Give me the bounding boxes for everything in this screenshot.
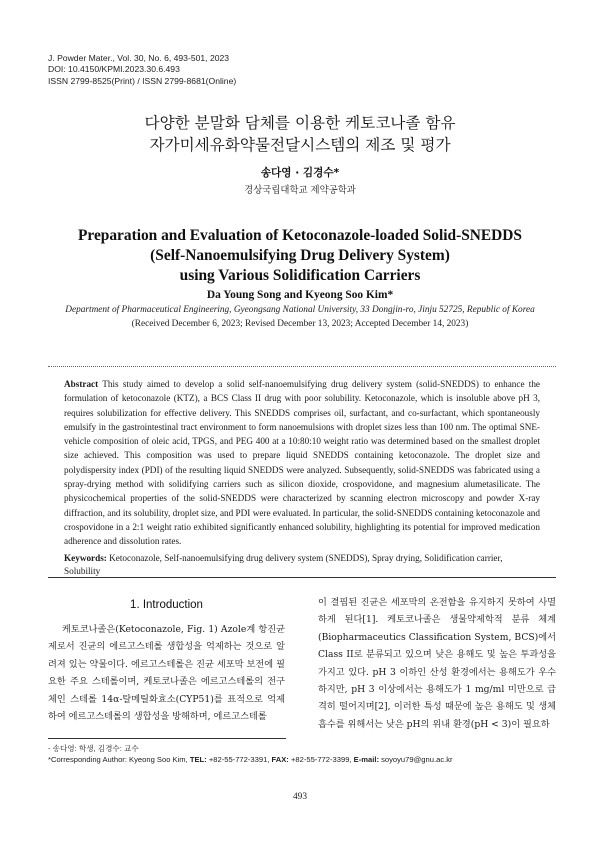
footnotes	[48, 743, 453, 765]
korean-title-line-2: 자가미세유화약물전달시스템의 제조 및 평가	[149, 136, 451, 154]
introduction-right-text: 이 결핍된 진균은 세포막의 온전함을 유지하지 못하여 사멸하게 된다[1]. 케토코나졸은 생물약제학적 분류 체계(Biopharmaceutics Classification System, BCS)에서 Class II로 분류되고 있으며 낮은 용해도 및 높은 투과성을 가지고 있다. pH 3 이하인 산성 환경에서는 용해도가 우수하지만, pH 3 이상에서는 용해도가 1 mg/ml 미만으로 급격히 떨어지며[2], 이러한 특성 때문에 높은 용해도 및 생체흡수를 위해서는 낮은 pH의 위내 환경(pH < 3)이 필요하	[318, 597, 556, 730]
korean-authors: 송다영 · 김경수*	[260, 167, 340, 179]
english-affiliation: Department of Pharmaceutical Engineering, Gyeongsang National University, 33 Dongjin-ro, Jinju 52725, Republic of Korea	[65, 305, 535, 315]
corresponding-author-footnote: *Corresponding Author: Kyeong Soo Kim, TEL: +82-55-772-3391, FAX: +82-55-772-3399, E-mail: soyoyu79@gnu.ac.kr	[48, 755, 453, 764]
korean-affiliation: 경상국립대학교 제약공학과	[244, 185, 356, 196]
page-number: 493	[292, 792, 308, 802]
journal-issn: ISSN 2799-8525(Print) / ISSN 2799-8681(Online)	[48, 75, 237, 86]
abstract	[64, 377, 540, 549]
keywords-label: Keywords:	[64, 553, 107, 563]
korean-title-line-1: 다양한 분말화 담체를 이용한 케토코나졸 함유	[144, 114, 456, 132]
abstract-text: This study aimed to develop a solid self-nanoemulsifying drug delivery system (solid-SNEDDS) to enhance the formulation of ketoconazole (KTZ), a BCS Class II drug with poor solubility. Ketoconazole, which is insoluble above pH 3, requires solubilization for effective delivery. This SNEDDS comprises oil, surfactant, and co-surfactant, which spontaneously emulsify in the gastrointestinal tract environment to form nanoemulsions with droplet sizes less than 100 nm. The optimal SNE-vehicle composition of oleic acid, TPGS, and PEG 400 at a 10:80:10 weight ratio was determined based on the smallest droplet size achieved. This composition was used to prepare liquid SNEDDS containing ketoconazole. The droplet size and polydispersity index (PDI) of the resulting liquid SNEDDS were analyzed. Subsequently, solid-SNEDDS was fabricated using a spray-drying method with solidifying carriers such as silicon dioxide, crospovidone, and magnesium alumetasilicate. The physicochemical properties of the solid-SNEDDS were characterized by scanning electron microscopy and powder X-ray diffraction, and its solubility, droplet size, and PDI were evaluated. In particular, the solid-SNEDDS containing ketoconazole and crospovidone in a 2:1 weight ratio exhibited significantly enhanced solubility, highlighting its potential for improved medication adherence and dissolution rates.	[64, 379, 540, 547]
section-heading-introduction: 1. Introduction	[130, 599, 203, 611]
abstract-bottom-divider	[48, 577, 556, 578]
introduction-left-text: 케토코나졸은(Ketoconazole, Fig. 1) Azole계 항진균제로서 진균의 에르고스테롤 생합성을 억제하는 것으로 알려져 있는 약물이다. 에르고스테롤은 진균 세포막 보전에 필요한 주요 스테롤이며, 케토코나졸은 에르고스테롤의 전구체인 스테롤 14α-탈메틸화효소(CYP51)를 표적으로 억제하여 에르고스테롤의 생합성을 방해하며, 에르고스테롤	[48, 624, 285, 723]
journal-doi: DOI: 10.4150/KPMI.2023.30.6.493	[48, 64, 180, 75]
journal-citation: J. Powder Mater., Vol. 30, No. 6, 493-501, 2023	[48, 53, 230, 63]
author-roles-footnote: - 송다영: 학생, 김경수: 교수	[48, 744, 139, 753]
right-column	[318, 594, 556, 733]
korean-title	[0, 112, 600, 156]
keywords-text: Ketoconazole, Self-nanoemulsifying drug delivery system (SNEDDS), Spray drying, Solidification carrier, Solubility	[64, 553, 503, 576]
received-dates: (Received December 6, 2023; Revised December 13, 2023; Accepted December 14, 2023)	[131, 319, 469, 329]
keywords	[64, 552, 540, 578]
english-title	[0, 226, 600, 285]
left-column	[48, 594, 285, 725]
english-title-line-2: (Self-Nanoemulsifying Drug Delivery System)	[150, 246, 450, 264]
email-address: soyoyu79@gnu.ac.kr	[378, 755, 453, 764]
english-title-line-1: Preparation and Evaluation of Ketoconazole-loaded Solid-SNEDDS	[78, 227, 522, 244]
footnote-divider	[48, 738, 286, 739]
english-title-line-3: using Various Solidification Carriers	[179, 266, 421, 284]
journal-info	[48, 53, 236, 87]
english-authors: Da Young Song and Kyeong Soo Kim*	[206, 289, 394, 301]
abstract-top-divider	[48, 366, 556, 367]
abstract-label: Abstract	[64, 379, 99, 389]
